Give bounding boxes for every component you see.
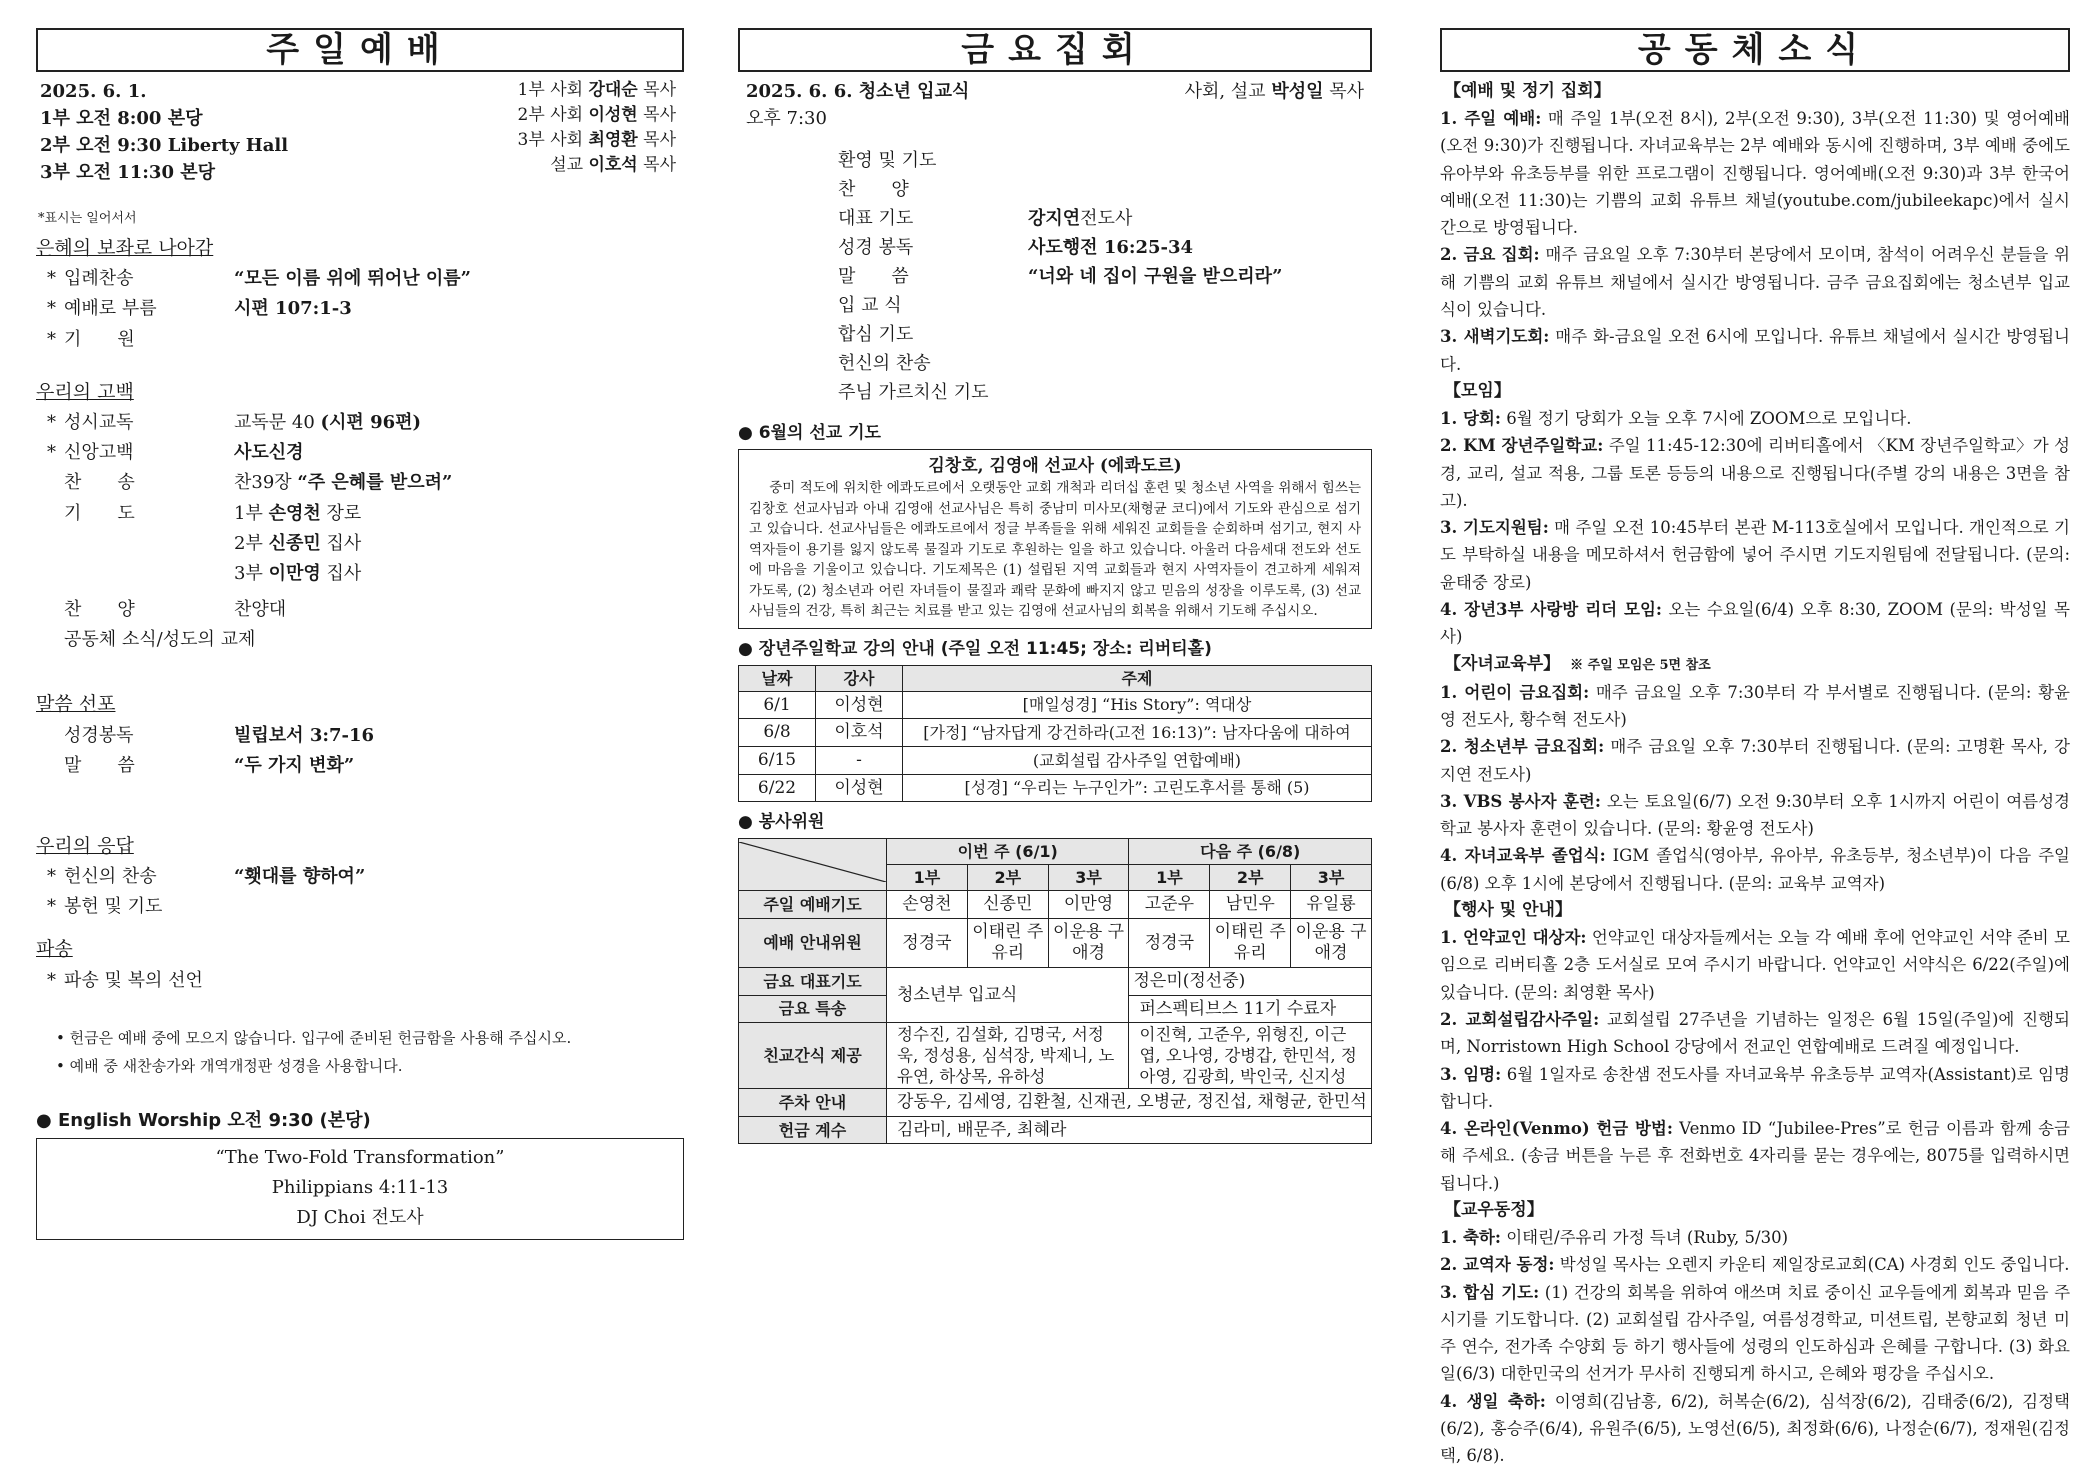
lecture-speaker: 이성현 (816, 774, 903, 802)
volunteer-cell: 이운용 구애경 (1291, 918, 1372, 967)
order-value-bold: “주 은혜를 받으려” (297, 472, 453, 494)
notice-item-lead: 3. 새벽기도회: (1440, 327, 1550, 347)
notice-item-lead: 2. KM 장년주일학교: (1440, 436, 1604, 456)
order-item (36, 470, 684, 496)
standing-mark: * (47, 298, 56, 320)
host-2-prefix: 2부 사회 (517, 105, 584, 125)
mission-text: 중미 적도에 위치한 에콰도르에서 오랫동안 교회 개척과 리더십 훈련 및 청소년 사역을 위해서 힘쓰는 김창호 선교사님과 아내 김영애 선교사님은 특히 중남미 미사모(채형균 코디)에서 기도와 관심으로 섬기고 있습니다. 선교사님들은 에콰도르에서 정글 부족들을 위해 세워진 교회들을 순회하며 섬기고, 현지 사역자들이 용기를 잃지 않도록 물질과 기도로 후원하는 일을 하고 있습니다. 아울러 다음세대 전도와 선도에 마음을 기울이고 있습니다. 기도제목은 (1) 설립된 지역 교회들과 현지 사역자들이 견고하게 세워져 가도록, (2) 청소년과 어린 자녀들이 물질과 쾌락 문화에 빠지지 않고 믿음의 성장을 이루도록, (3) 선교사님들의 건강, 특히 최근는 치료를 받고 있는 김영애 선교사님의 회복을 위해서 기도해 주십시오. (749, 480, 1361, 620)
notice-item-text: 박성일 목사는 오렌지 카운티 제일장로교회(CA) 사경회 인도 중입니다. (1554, 1255, 2070, 1275)
english-worship-heading: ● English Worship 오전 9:30 (본당) (36, 1109, 371, 1131)
lecture-table (738, 665, 1372, 803)
prayer-title: 집사 (326, 562, 362, 584)
sermon-name: 이호석 (588, 155, 638, 175)
order-item (36, 894, 684, 920)
order-value: “횃대를 향하여” (234, 866, 366, 888)
mission-title: 김창호, 김영애 선교사 (에콰도르) (928, 455, 1182, 476)
notice-item-text: 오는 토요일(6/7) 오전 9:30부터 오후 1시까지 어린이 여름성경학교 봉사자 훈련이 있습니다. (문의: 황윤영 전도사) (1440, 791, 2070, 839)
friday-title: 금요집회 (738, 28, 1372, 72)
volunteer-cell: 이진혁, 고준우, 위형진, 이근엽, 오나영, 강병갑, 한민석, 정아영, 김광희, 박인국, 신지성 (1129, 1023, 1372, 1089)
order-value (234, 894, 684, 920)
notice-item (1440, 1279, 2070, 1388)
community-news-title: 공동체소식 (1440, 28, 2070, 72)
program-item (838, 233, 1372, 262)
host-3-prefix: 3부 사회 (517, 130, 584, 150)
sunday-worship-title: 주일예배 (36, 28, 684, 72)
host-1-name: 강대순 (588, 80, 638, 100)
lecture-topic: [가정] “남자답게 강건하라(고전 16:13)”: 남자다움에 대하여 (903, 719, 1372, 747)
order-name: 예배로 부름 (64, 298, 157, 320)
notice-item-lead: 4. 온라인(Venmo) 헌금 방법: (1440, 1119, 1673, 1139)
english-sermon-verse: Philippians 4:11-13 (271, 1176, 449, 1198)
program-name: 주님 가르치신 기도 (838, 382, 989, 404)
host-1-prefix: 1부 사회 (517, 80, 584, 100)
standing-note: *표시는 일어서서 (38, 211, 137, 226)
notice-item-lead: 3. VBS 봉사자 훈련: (1440, 791, 1601, 811)
notice-item-text: 6월 정기 당회가 오늘 오후 7시에 ZOOM으로 모입니다. (1500, 408, 1912, 428)
notice-item-text: 매 주일 오전 10:45부터 본관 M-113호실에서 모입니다. 개인적으로 기도 부탁하실 내용을 메모하셔서 헌금함에 넣어 주시면 기도지원팀에 전달됩니다. (문의: 윤태중 장로) (1440, 518, 2070, 592)
sunday-times (40, 78, 288, 186)
prayer-name: 신종민 (268, 532, 321, 554)
volunteer-cell: 손영천 (887, 891, 968, 919)
notice-list (1440, 78, 2070, 1470)
program-item (838, 204, 1372, 233)
order-name: 파송 및 복의 선언 (64, 969, 203, 991)
lecture-speaker: - (816, 746, 903, 774)
standing-mark (36, 470, 64, 496)
notice-item-text: IGM 졸업식(영아부, 유아부, 유초등부, 청소년부)이 다음 주일(6/8) 오후 1시에 본당에서 진행됩니다. (문의: 교육부 교역자) (1440, 846, 2070, 893)
part-header: 2부 (1210, 865, 1291, 891)
notice-item (1440, 842, 2070, 897)
english-sermon-title: “The Two-Fold Transformation” (215, 1146, 505, 1168)
program-value: 강지연 (1028, 208, 1081, 230)
volunteer-cell: 이태린 주유리 (1210, 918, 1291, 967)
lecture-heading: ● 장년주일학교 강의 안내 (주일 오전 11:45; 장소: 리버티홀) (738, 638, 1212, 659)
mission-heading: ● 6월의 선교 기도 (738, 423, 881, 444)
volunteer-week-row (739, 838, 1372, 864)
sunday-date: 2025. 6. 1. (40, 81, 147, 102)
volunteer-cell: 이태린 주유리 (967, 918, 1048, 967)
part-header: 1부 (1129, 865, 1210, 891)
order-value (234, 470, 684, 496)
standing-mark: * (47, 969, 56, 991)
table-row (739, 918, 1372, 967)
notice-item-text: (1) 건강의 회복을 위하여 애쓰며 치료 중이신 교우들에게 회복과 믿음 주시기를 기도합니다. (2) 교회설립 감사주일, 여름성경학교, 미션트립, 본향교회 청년 미주 연수, 전가족 수양회 등 하기 행사들에 성령의 인도하심과 은혜를 구합니다. (3) 화요일(6/3) 대한민국의 선거가 무사히 진행되게 하시고, 은혜와 평강을 주십시오. (1440, 1282, 2071, 1384)
order-value: “모든 이름 위에 뛰어난 이름” (234, 268, 472, 290)
table-row (739, 691, 1372, 719)
standing-mark (36, 627, 64, 653)
friday-program (838, 146, 1372, 407)
section-title-response: 우리의 응답 (36, 834, 134, 857)
sunday-hosts (518, 78, 676, 178)
english-worship-box (36, 1138, 684, 1240)
notice-item-lead: 3. 합심 기도: (1440, 1282, 1540, 1302)
header-topic: 주제 (903, 665, 1372, 691)
program-name: 환영 및 기도 (838, 150, 937, 172)
notice-item (1440, 323, 2070, 378)
notice-item-text: 매주 화-금요일 오전 6시에 모입니다. 유튜브 채널에서 실시간 방영됩니다. (1440, 327, 2070, 374)
order-name: 입례찬송 (64, 268, 134, 290)
notice-heading-note: ※ 주일 모임은 5면 참조 (1570, 657, 1711, 673)
this-week-header: 이번 주 (6/1) (887, 838, 1129, 864)
host-1-title: 목사 (643, 80, 676, 100)
notice-heading-text: 【모임】 (1444, 380, 1511, 401)
order-item (36, 723, 684, 749)
order-name: 찬 양 (64, 598, 135, 620)
volunteer-table (738, 838, 1372, 1145)
notice-item (1440, 1006, 2070, 1061)
volunteer-cell: 퍼스펙티브스 11기 수료자 (1129, 995, 1372, 1023)
sunday-worship-column (36, 28, 684, 1240)
standing-mark: * (47, 412, 56, 434)
order-name: 공동체 소식/성도의 교제 (64, 628, 256, 650)
notice-item-text: 이태린/주유리 가정 득녀 (Ruby, 5/30) (1500, 1227, 1789, 1247)
notice-item (1440, 1061, 2070, 1116)
service-time-1: 1부 오전 8:00 본당 (40, 108, 203, 129)
host-3-title: 목사 (643, 130, 676, 150)
mission-box (738, 449, 1372, 629)
order-value-plain: 찬39장 (234, 472, 298, 494)
order-value-plain: 교독문 40 (234, 412, 321, 434)
order-value (234, 440, 684, 466)
row-label: 주일 예배기도 (739, 891, 887, 919)
notice-item (1440, 1115, 2070, 1197)
lecture-date: 6/8 (739, 719, 816, 747)
order-value (234, 327, 684, 353)
lecture-topic: [성경] “우리는 누구인가”: 고린도후서를 통해 (5) (903, 774, 1372, 802)
notice-item-lead: 2. 교회설립감사주일: (1440, 1009, 1600, 1029)
standing-mark: * (47, 328, 56, 350)
order-name: 말 씀 (64, 754, 135, 776)
standing-mark: * (47, 896, 56, 918)
notice-item-text: 주일 11:45-12:30에 리버티홀에서 〈KM 장년주일학교〉가 성경, 교리, 설교 적용, 그룹 토론 등등의 내용으로 진행됩니다(주별 강의 내용은 3면을 참고). (1440, 436, 2070, 510)
notice-item (1440, 432, 2070, 514)
row-label: 주차 안내 (739, 1089, 887, 1117)
english-speaker: DJ Choi 전도사 (296, 1206, 424, 1228)
notice-item-lead: 4. 생일 축하: (1440, 1391, 1546, 1411)
program-item (838, 175, 1372, 204)
table-row (739, 1023, 1372, 1089)
order-name: 신앙고백 (64, 442, 134, 464)
table-row (739, 1089, 1372, 1117)
sunday-header (36, 78, 684, 188)
part-header: 2부 (967, 865, 1048, 891)
lecture-topic: [매일성경] “His Story”: 역대상 (903, 691, 1372, 719)
next-week-header: 다음 주 (6/8) (1129, 838, 1372, 864)
standing-mark: * (47, 442, 56, 464)
host-2-name: 이성현 (588, 105, 638, 125)
order-item (36, 864, 684, 890)
volunteer-heading: ● 봉사위원 (738, 812, 825, 833)
standing-mark (36, 501, 64, 587)
notice-item-text: Venmo ID “Jubilee-Pres”로 헌금 이름과 함께 송금해 주세요. (송금 버튼을 누른 후 전화번호 4자리를 묻는 경우에는, 8075를 입력하시면 됩니다.) (1440, 1119, 2070, 1193)
order-name: 성시교독 (64, 412, 134, 434)
order-item (36, 327, 684, 353)
volunteer-cell: 정은미(정선중) (1129, 967, 1372, 995)
notice-section-heading (1440, 651, 2070, 679)
volunteer-cell: 신종민 (967, 891, 1048, 919)
notice-item (1440, 679, 2070, 734)
notice-item-lead: 2. 청소년부 금요집회: (1440, 737, 1605, 757)
program-value: “너와 네 집이 구원을 받으리라” (1028, 266, 1283, 288)
notice-item-text: 매 주일 1부(오전 8시), 2부(오전 9:30), 3부(오전 11:30) 및 영어예배(오전 9:30)가 진행됩니다. 자녀교육부는 2부 예배와 동시에 진행하며, 3부 예배 중에도 유아부와 유초등부를 위한 프로그램이 진행됩니다. 영어예배(오전 9:30)과 3부 한국어 예배(오전 11:30)는 기쁨의 교회 유튜브 채널(youtube.com/jubileekapc)에서 실시간으로 방영됩니다. (1440, 109, 2071, 238)
notice-item-text: 교회설립 27주년을 기념하는 일정은 6월 15일(주일)에 진행되며, Norristown High School 강당에서 전교인 연합예배로 드려질 예정입니다. (1440, 1009, 2070, 1057)
volunteer-cell: 정경국 (887, 918, 968, 967)
prayer-title: 장로 (326, 502, 362, 524)
notice-item (1440, 105, 2070, 241)
friday-host-title: 목사 (1329, 81, 1364, 102)
notice-item-text: 언약교인 대상자들께서는 오늘 각 예배 후에 언약교인 서약 준비 모임으로 리버티홀 2층 도서실로 모여 주시기 바랍니다. 언약교인 서약식은 6/22(주일)에 있습니다. (문의: 최영환 목사) (1440, 928, 2070, 1002)
notice-heading-text: 【예배 및 정기 집회】 (1444, 81, 1611, 101)
order-value-bold: (시편 96편) (320, 412, 422, 434)
order-item (36, 266, 684, 292)
program-name: 성경 봉독 (838, 237, 914, 259)
standing-mark: * (47, 268, 56, 290)
prayer-part: 2부 (234, 532, 263, 554)
table-row (739, 891, 1372, 919)
row-label: 예배 안내위원 (739, 918, 887, 967)
order-value: 찬양대 (234, 598, 287, 620)
notice-item (1440, 788, 2070, 843)
program-name: 합심 기도 (838, 324, 914, 346)
row-label: 친교간식 제공 (739, 1023, 887, 1089)
order-value (234, 410, 684, 436)
host-2-title: 목사 (643, 105, 676, 125)
notice-item-lead: 1. 언약교인 대상자: (1440, 928, 1587, 948)
lecture-topic: (교회설립 감사주일 연합예배) (903, 746, 1372, 774)
notice-item-text: 매주 금요일 오후 7:30부터 각 부서별로 진행됩니다. (문의: 황윤영 전도사, 황수혁 전도사) (1440, 682, 2070, 729)
service-time-3: 3부 오전 11:30 본당 (40, 162, 216, 183)
friday-column (738, 28, 1372, 1144)
standing-mark (36, 597, 64, 623)
table-row (739, 719, 1372, 747)
notice-item (1440, 924, 2070, 1006)
notice-item (1440, 1388, 2070, 1470)
volunteer-cell: 이만영 (1048, 891, 1129, 919)
friday-host (1185, 78, 1364, 106)
order-item (36, 410, 684, 436)
prayer-leader-2 (234, 531, 684, 557)
program-item (838, 146, 1372, 175)
order-value: “두 가지 변화” (234, 754, 355, 776)
notice-section-heading (1440, 897, 2070, 924)
lecture-speaker: 이호석 (816, 719, 903, 747)
volunteer-cell: 유일룡 (1291, 891, 1372, 919)
program-name: 입 교 식 (838, 295, 902, 317)
order-name: 헌신의 찬송 (64, 866, 157, 888)
notice-item-lead: 1. 축하: (1440, 1227, 1501, 1247)
table-row (739, 967, 1372, 995)
order-item (36, 440, 684, 466)
order-name: 기 도 (64, 502, 135, 524)
program-item (838, 262, 1372, 291)
prayer-name: 손영천 (268, 502, 321, 524)
community-news-column (1440, 28, 2070, 1470)
volunteer-cell: 강동우, 김세영, 김환철, 신재권, 오병균, 정진섭, 채형균, 한민석 (887, 1089, 1372, 1117)
note-offering: • 헌금은 예배 중에 모으지 않습니다. 입구에 준비된 헌금함을 사용해 주십시오. (56, 1029, 572, 1048)
notice-item-lead: 2. 금요 집회: (1440, 245, 1540, 265)
notice-item-lead: 1. 어린이 금요집회: (1440, 682, 1590, 702)
friday-host-name: 박성일 (1271, 81, 1324, 102)
order-item (36, 627, 684, 653)
order-item (36, 753, 684, 779)
notice-item-lead: 4. 장년3부 사랑방 리더 모임: (1440, 600, 1663, 620)
volunteer-cell: 김라미, 배문주, 최혜라 (887, 1116, 1372, 1144)
notice-item-lead: 2. 교역자 동정: (1440, 1255, 1555, 1275)
order-name: 성경봉독 (64, 724, 134, 746)
header-date: 날짜 (739, 665, 816, 691)
volunteer-cell: 정수진, 김설화, 김명국, 서정욱, 정성용, 심석장, 박제니, 노유연, 하상목, 유하성 (887, 1023, 1129, 1089)
notice-heading-text: 【교우동정】 (1444, 1199, 1544, 1220)
notice-heading-text: 【행사 및 안내】 (1444, 900, 1572, 921)
table-row (739, 774, 1372, 802)
notice-item-lead: 1. 주일 예배: (1440, 109, 1542, 128)
notice-section-heading (1440, 78, 2070, 105)
host-2 (518, 103, 676, 128)
section-title-confession: 우리의 고백 (36, 380, 134, 403)
prayer-part: 1부 (234, 502, 263, 524)
lecture-date: 6/15 (739, 746, 816, 774)
row-label: 금요 특송 (739, 995, 887, 1023)
program-name: 찬 양 (838, 179, 909, 201)
program-name: 헌신의 찬송 (838, 353, 931, 375)
notice-heading-text: 【자녀교육부】 (1444, 653, 1561, 674)
sermon-prefix: 설교 (550, 155, 584, 175)
notice-item-lead: 1. 당회: (1440, 408, 1501, 428)
prayer-leader-1 (234, 501, 684, 527)
notice-item-text: 이영희(김남흥, 6/2), 허복순(6/2), 심석장(6/2), 김태중(6/2), 김정택(6/2), 홍승주(6/4), 유원주(6/5), 노영선(6/5), 최정화(6/6), 나정순(6/7), 정재원(김정택, 6/8). (1440, 1391, 2070, 1466)
friday-host-prefix: 사회, 설교 (1184, 81, 1266, 102)
order-item (36, 597, 684, 623)
prayer-item (36, 501, 684, 587)
part-header: 3부 (1048, 865, 1129, 891)
standing-mark: * (47, 866, 56, 888)
notice-item (1440, 241, 2070, 323)
host-3-name: 최영환 (588, 130, 638, 150)
standing-mark (36, 723, 64, 749)
program-value: 사도행전 16:25-34 (1028, 237, 1194, 259)
notice-item (1440, 733, 2070, 788)
header-speaker: 강사 (816, 665, 903, 691)
lecture-date: 6/22 (739, 774, 816, 802)
order-item (36, 296, 684, 322)
order-value: 빌립보서 3:7-16 (234, 724, 375, 746)
notice-section-heading (1440, 378, 2070, 405)
notice-item-text: 오는 수요일(6/4) 오후 8:30, ZOOM (문의: 박성일 목사) (1440, 600, 2070, 647)
volunteer-cell: 고준우 (1129, 891, 1210, 919)
part-header: 1부 (887, 865, 968, 891)
diagonal-corner-cell (739, 838, 887, 890)
friday-date: 2025. 6. 6. 청소년 입교식 (746, 81, 970, 102)
lecture-header-row (739, 665, 1372, 691)
notice-item-text: 6월 1일자로 송찬샘 전도사를 자녀교육부 유초등부 교역자(Assistant)로 임명합니다. (1440, 1064, 2070, 1111)
prayer-leader-3 (234, 561, 684, 587)
volunteer-cell: 청소년부 입교식 (887, 967, 1129, 1022)
notice-section-heading (1440, 1197, 2070, 1224)
host-1 (518, 78, 676, 103)
order-name: 기 원 (64, 328, 135, 350)
program-name: 대표 기도 (838, 208, 914, 230)
prayer-leaders (234, 501, 684, 587)
part-header: 3부 (1291, 865, 1372, 891)
program-name: 말 씀 (838, 266, 909, 288)
program-suffix: 전도사 (1080, 208, 1133, 230)
program-item (838, 320, 1372, 349)
volunteer-cell: 정경국 (1129, 918, 1210, 967)
sermon-title: 목사 (643, 155, 676, 175)
prayer-name: 이만영 (268, 562, 321, 584)
table-row (739, 746, 1372, 774)
note-bible: • 예배 중 새찬송가와 개역개정판 성경을 사용합니다. (56, 1056, 403, 1075)
notice-item-lead: 3. 임명: (1440, 1064, 1502, 1084)
friday-time: 오후 7:30 (746, 108, 827, 129)
prayer-title: 집사 (326, 532, 362, 554)
row-label: 헌금 계수 (739, 1116, 887, 1144)
notice-item (1440, 514, 2070, 596)
worship-notes (36, 1028, 684, 1078)
notice-item-lead: 4. 자녀교육부 졸업식: (1440, 846, 1606, 866)
program-item (838, 378, 1372, 407)
order-value-bold: 사도신경 (234, 442, 304, 464)
order-item (36, 968, 684, 994)
lecture-date: 6/1 (739, 691, 816, 719)
section-title-sending: 파송 (36, 938, 73, 961)
host-3 (518, 128, 676, 153)
standing-mark (36, 753, 64, 779)
notice-item (1440, 596, 2070, 651)
order-name: 찬 송 (64, 472, 135, 494)
notice-item (1440, 1224, 2070, 1251)
friday-header (738, 78, 1372, 106)
notice-item-lead: 3. 기도지원팀: (1440, 518, 1549, 538)
volunteer-cell: 이운용 구애경 (1048, 918, 1129, 967)
section-title-word: 말씀 선포 (36, 692, 116, 715)
volunteer-cell: 남민우 (1210, 891, 1291, 919)
service-time-2: 2부 오전 9:30 Liberty Hall (40, 135, 289, 156)
table-row (739, 1116, 1372, 1144)
order-value: 시편 107:1-3 (234, 298, 352, 320)
diagonal-line (739, 842, 886, 882)
prayer-part: 3부 (234, 562, 263, 584)
section-title-approach: 은혜의 보좌로 나아감 (36, 236, 214, 259)
program-item (838, 291, 1372, 320)
notice-item-text: 매주 금요일 오후 7:30부터 본당에서 모이며, 참석이 어려우신 분들을 위해 기쁨의 교회 유튜브 채널에서 실시간 방영됩니다. 금주 금요집회에는 청소년부 입교식이 있습니다. (1440, 245, 2070, 320)
row-label: 금요 대표기도 (739, 967, 887, 995)
notice-item (1440, 405, 2070, 432)
sermon-preacher (518, 153, 676, 178)
order-name: 봉헌 및 기도 (64, 896, 163, 918)
program-item (838, 349, 1372, 378)
notice-item-text: 매주 금요일 오후 7:30부터 진행됩니다. (문의: 고명환 목사, 강지연 전도사) (1440, 737, 2070, 784)
lecture-speaker: 이성현 (816, 691, 903, 719)
notice-item (1440, 1251, 2070, 1278)
